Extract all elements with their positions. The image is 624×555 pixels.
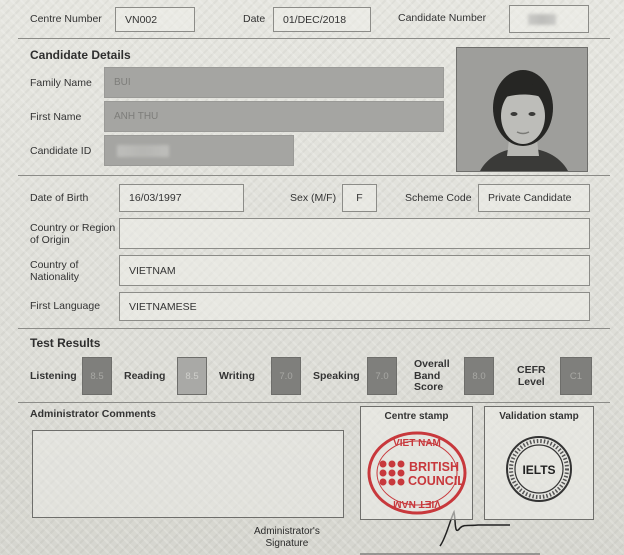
validation-stamp-box	[484, 406, 594, 520]
centre-number-value: VN002	[125, 13, 158, 26]
candidate-id-label: Candidate ID	[30, 145, 92, 157]
administrator-comments-label: Administrator Comments	[30, 408, 157, 420]
stamp-text-bottom: VIET NAM	[393, 498, 441, 509]
overall-score	[464, 357, 494, 395]
nationality-value: VIETNAM	[129, 264, 176, 277]
administrator-signature-label	[254, 526, 320, 549]
details-divider	[18, 175, 610, 176]
listening-score-value: 8.5	[90, 370, 104, 382]
ielts-seal-text: IELTS	[522, 463, 556, 477]
first-name-label: First Name	[30, 111, 82, 123]
overall-band-label	[414, 359, 450, 394]
overall-label-line1: Overall	[414, 358, 450, 370]
overall-label-line3: Score	[414, 381, 444, 394]
speaking-score	[367, 357, 397, 395]
reading-score	[177, 357, 207, 395]
overall-score-value: 8.0	[472, 370, 486, 382]
stamp-brand-line1: BRITISH	[409, 460, 459, 474]
cefr-label-line2: Level	[517, 376, 545, 389]
ielts-validation-seal	[485, 429, 593, 519]
test-results-title: Test Results	[30, 336, 101, 350]
overall-label-line2: Band	[414, 369, 441, 382]
family-name-value: BUI	[114, 77, 131, 88]
sex-value: F	[356, 192, 363, 204]
centre-number-field	[115, 7, 195, 32]
dob-value: 16/03/1997	[129, 192, 182, 204]
dob-label: Date of Birth	[30, 192, 89, 204]
centre-stamp-label: Centre stamp	[384, 411, 449, 422]
origin-field	[119, 218, 590, 249]
first-language-value: VIETNAMESE	[129, 300, 197, 313]
scheme-code-value: Private Candidate	[488, 192, 572, 204]
family-name-label: Family Name	[30, 77, 92, 89]
speaking-score-value: 7.0	[375, 370, 389, 382]
candidate-number-label: Candidate Number	[398, 12, 487, 24]
writing-score-value: 7.0	[279, 370, 293, 382]
reading-label: Reading	[124, 370, 166, 382]
listening-score	[82, 357, 112, 395]
administrator-comments-box	[32, 430, 344, 518]
first-language-label: First Language	[30, 300, 101, 312]
first-name-value: ANH THU	[114, 111, 159, 122]
candidate-number-field	[509, 5, 589, 33]
cefr-level-value: C1	[569, 370, 583, 382]
admin-signature-line1: Administrator's	[254, 526, 320, 537]
origin-label	[30, 222, 115, 246]
dob-field	[119, 184, 244, 212]
writing-score	[271, 357, 301, 395]
origin-label-line1: Country or Region	[30, 222, 116, 234]
origin-label-line2: of Origin	[30, 234, 70, 247]
nationality-field	[119, 255, 590, 286]
date-field	[273, 7, 371, 32]
speaking-label: Speaking	[313, 370, 360, 382]
date-value: 01/DEC/2018	[283, 13, 347, 26]
stamp-text-top: VIET NAM	[393, 438, 441, 449]
nationality-label	[30, 259, 79, 283]
centre-stamp-box	[360, 406, 473, 520]
redacted-candidate-id	[117, 145, 169, 157]
portrait-image	[457, 48, 588, 172]
scheme-code-field	[478, 184, 590, 212]
first-language-field	[119, 292, 590, 321]
cefr-level-value-box	[560, 357, 592, 395]
candidate-details-title: Candidate Details	[30, 48, 131, 62]
first-name-field	[104, 101, 444, 132]
centre-number-label: Centre Number	[30, 13, 102, 25]
british-council-stamp	[361, 427, 472, 519]
family-name-field	[104, 67, 444, 98]
sex-field	[342, 184, 377, 212]
writing-label: Writing	[219, 370, 255, 382]
sex-label: Sex (M/F)	[290, 192, 337, 204]
scheme-code-label: Scheme Code	[405, 192, 472, 204]
stamp-brand-line2: COUNCIL	[408, 474, 465, 488]
cefr-level-label	[517, 364, 546, 388]
nationality-label-line2: Nationality	[30, 271, 80, 284]
personal-divider	[18, 328, 610, 329]
results-divider	[18, 402, 610, 403]
redacted-candidate-number	[528, 14, 556, 25]
listening-label: Listening	[30, 370, 77, 382]
date-label: Date	[243, 13, 266, 25]
candidate-id-field	[104, 135, 294, 166]
candidate-photo	[456, 47, 588, 172]
header-divider	[18, 38, 610, 39]
reading-score-value: 8.5	[185, 370, 199, 382]
admin-signature-line2: Signature	[265, 537, 309, 549]
validation-stamp-label: Validation stamp	[499, 411, 579, 422]
cefr-label-line1: CEFR	[517, 364, 546, 376]
nationality-label-line1: Country of	[30, 259, 79, 271]
